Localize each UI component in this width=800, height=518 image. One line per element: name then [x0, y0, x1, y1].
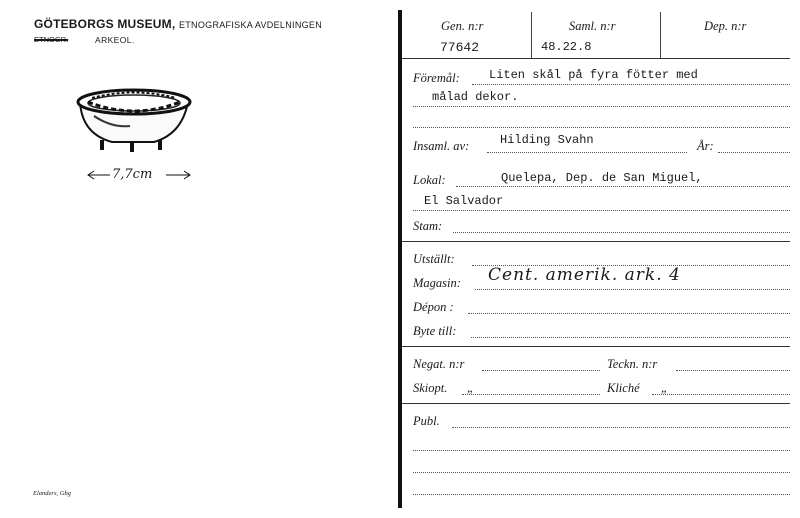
- lokal-label: Lokal:: [413, 173, 446, 187]
- column-divider: [660, 12, 661, 58]
- department-name: ETNOGRAFISKA AVDELNINGEN: [178, 20, 323, 30]
- negat-label: Negat. n:r: [413, 357, 465, 371]
- column-divider: [531, 12, 532, 58]
- teckn-label: Teckn. n:r: [607, 357, 658, 371]
- bowl-sketch: [72, 86, 202, 158]
- section-rule: [402, 241, 790, 242]
- lokal-value-2: El Salvador: [424, 194, 504, 208]
- negat-line: [482, 370, 600, 371]
- section-rule: [402, 403, 790, 404]
- depon-label: Dépon :: [413, 300, 454, 314]
- byte-till-label: Byte till:: [413, 324, 457, 338]
- publ-line: [452, 427, 790, 428]
- museum-name: GÖTEBORGS MUSEUM,: [34, 17, 176, 31]
- insaml-value: Hilding Svahn: [500, 133, 594, 147]
- magasin-label: Magasin:: [413, 276, 461, 290]
- ar-line: [718, 152, 790, 153]
- depon-line: [468, 313, 790, 314]
- utstallt-label: Utställt:: [413, 252, 455, 266]
- foremal-line: [413, 106, 790, 107]
- publ-label: Publ.: [413, 414, 440, 428]
- kliche-line: [652, 394, 790, 395]
- foremal-line: [413, 127, 790, 128]
- lokal-line: [413, 210, 790, 211]
- kliche-label: Kliché: [607, 381, 640, 395]
- teckn-line: [676, 370, 790, 371]
- stam-line: [453, 232, 790, 233]
- foremal-label: Föremål:: [413, 71, 460, 85]
- etnogr-label: ETNOGR.: [34, 35, 69, 44]
- insaml-line: [487, 152, 687, 153]
- stam-label: Stam:: [413, 219, 443, 233]
- skiopt-ditto: „: [467, 381, 474, 395]
- gen-nr-label: Gen. n:r: [441, 19, 484, 33]
- lokal-line: [456, 186, 790, 187]
- museum-header: [34, 17, 322, 31]
- header-rule: [402, 58, 790, 59]
- saml-nr-label: Saml. n:r: [569, 19, 616, 33]
- foremal-value-1: Liten skål på fyra fötter med: [489, 68, 698, 82]
- ar-label: År:: [697, 139, 714, 153]
- publ-line: [413, 472, 790, 473]
- foremal-line: [472, 84, 790, 85]
- arkeol-label: ARKEOL.: [95, 35, 135, 45]
- gen-nr-value: 77642: [440, 40, 480, 55]
- lokal-value-1: Quelepa, Dep. de San Miguel,: [501, 171, 703, 185]
- card-left-border: [398, 10, 402, 508]
- magasin-line: [475, 289, 790, 290]
- magasin-value: Cent. amerik. ark. 4: [488, 265, 681, 285]
- skiopt-line: [462, 394, 600, 395]
- insaml-label: Insaml. av:: [413, 139, 470, 153]
- dep-nr-label: Dep. n:r: [704, 19, 747, 33]
- foremal-value-2: målad dekor.: [432, 90, 519, 104]
- saml-nr-value: 48.22.8: [541, 40, 592, 54]
- publ-line: [413, 450, 790, 451]
- byte-till-line: [471, 337, 790, 338]
- printer-imprint: Elanders, Gbg: [33, 490, 71, 497]
- kliche-ditto: „: [661, 381, 668, 395]
- skiopt-label: Skiopt.: [413, 381, 448, 395]
- section-rule: [402, 346, 790, 347]
- dimension-text: 7,7cm: [112, 167, 153, 182]
- publ-line: [413, 494, 790, 495]
